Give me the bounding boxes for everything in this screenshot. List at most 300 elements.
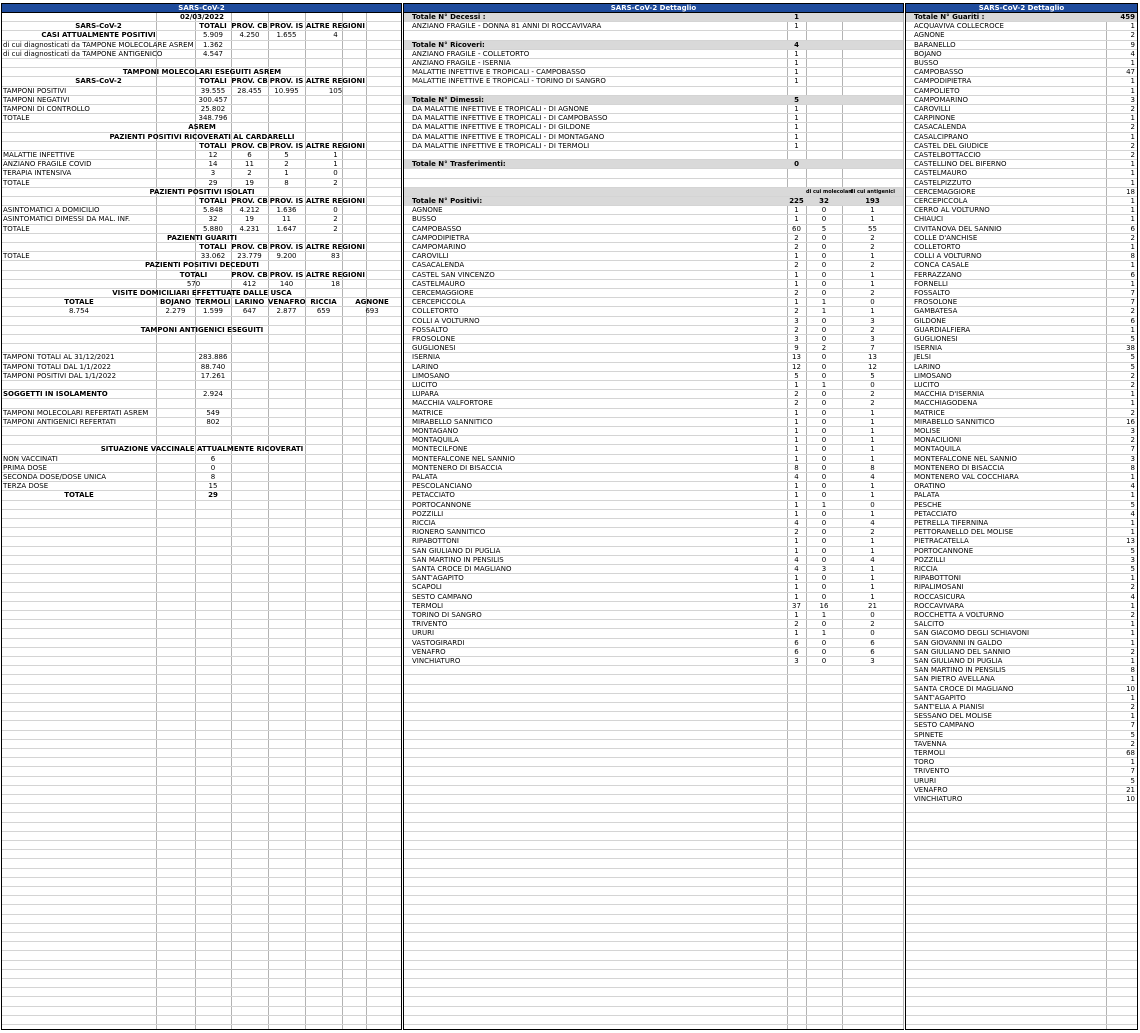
value-cell: 2 bbox=[870, 325, 875, 334]
table-row bbox=[906, 648, 1137, 657]
empty-row bbox=[2, 721, 401, 730]
value-cell: 4 bbox=[794, 555, 799, 564]
row-label: CIVITANOVA DEL SANNIO bbox=[914, 224, 1002, 233]
row-label: CAMPOMARINO bbox=[412, 243, 466, 251]
table-row bbox=[404, 473, 903, 482]
table-row bbox=[404, 206, 903, 215]
empty-row bbox=[906, 887, 1137, 896]
table-row bbox=[404, 50, 903, 59]
row-label: TRIVENTO bbox=[914, 767, 950, 776]
value-cell: 1 bbox=[794, 114, 799, 123]
value-cell: 3 bbox=[794, 335, 799, 343]
row-label: COLLI A VOLTURNO bbox=[914, 252, 982, 261]
section-title: SARS-CoV-2 bbox=[75, 22, 122, 31]
row-label: TAMPONI TOTALI AL 31/12/2021 bbox=[3, 353, 115, 362]
value-cell: 8 bbox=[1130, 666, 1135, 675]
row-label: DA MALATTIE INFETTIVE E TROPICALI - DI CAMPOBASSO bbox=[412, 114, 608, 123]
value-cell: 28.455 bbox=[237, 86, 262, 95]
value-cell: 4.212 bbox=[239, 206, 260, 215]
row-label: MALATTIE INFETTIVE E TROPICALI - TORINO DI SANGRO bbox=[412, 77, 606, 86]
row-label: SALCITO bbox=[914, 620, 944, 629]
empty-row bbox=[404, 905, 903, 914]
row-label: CASI ATTUALMENTE POSITIVI bbox=[41, 31, 156, 40]
table-row bbox=[404, 648, 903, 657]
row-label: PIETRACATELLA bbox=[914, 537, 969, 546]
value-cell: 3 bbox=[794, 316, 799, 325]
value-cell bbox=[231, 96, 268, 105]
value-cell: 2 bbox=[1130, 408, 1135, 417]
value-cell: 1 bbox=[1130, 574, 1135, 583]
table-row bbox=[906, 68, 1137, 77]
detail-panel bbox=[403, 3, 904, 1030]
table-row bbox=[906, 740, 1137, 749]
table-row bbox=[2, 409, 401, 418]
empty-row bbox=[2, 574, 401, 583]
row-label: MACCHIA VALFORTORE bbox=[412, 399, 493, 408]
row-label: PESCOLANCIANO bbox=[412, 482, 473, 491]
positivi-row bbox=[2, 31, 401, 40]
value-cell: 0 bbox=[821, 574, 827, 583]
value-cell: 1 bbox=[1130, 160, 1135, 169]
value-cell: 8 bbox=[1130, 463, 1135, 472]
table-row bbox=[404, 105, 903, 114]
section-title: PAZIENTI GUARITI bbox=[166, 233, 238, 242]
column-header: TERMOLI bbox=[195, 298, 231, 307]
row-label: URURI bbox=[412, 629, 435, 638]
column-header: PROV. CB bbox=[231, 141, 268, 150]
row-label: PETACCIATO bbox=[914, 509, 957, 518]
row-label: SAN GIULIANO DEL SANNIO bbox=[914, 647, 1011, 656]
row-label: SAN GIACOMO DEGLI SCHIAVONI bbox=[914, 629, 1030, 638]
table-row bbox=[906, 317, 1137, 326]
value-cell: 5 bbox=[1130, 730, 1135, 739]
table-row bbox=[404, 445, 903, 454]
value-cell: 1 bbox=[1130, 261, 1135, 270]
row-label: MALATTIE INFETTIVE E TROPICALI - CAMPOBASSO bbox=[412, 68, 586, 77]
table-row bbox=[404, 620, 903, 629]
value-cell: 2 bbox=[870, 261, 875, 270]
header-row bbox=[2, 22, 401, 31]
empty-row bbox=[2, 611, 401, 620]
row-label: CASTELLINO DEL BIFERNO bbox=[914, 160, 1007, 169]
value-cell: 1 bbox=[794, 436, 799, 445]
table-row bbox=[906, 142, 1137, 151]
row-label: DA MALATTIE INFETTIVE E TROPICALI - DI AGNONE bbox=[412, 105, 589, 113]
value-cell: 2 bbox=[1130, 739, 1135, 748]
value-cell bbox=[305, 96, 366, 105]
table-row bbox=[906, 455, 1137, 464]
value-cell: 1 bbox=[1130, 712, 1135, 721]
row-label: TORINO DI SANGRO bbox=[412, 611, 482, 619]
value-cell: 0 bbox=[333, 206, 338, 215]
row-label: MACCHIA D'ISERNIA bbox=[914, 390, 985, 399]
total-value: 459 bbox=[1120, 13, 1135, 21]
value-cell: 0 bbox=[870, 629, 875, 638]
row-label: CAROVILLI bbox=[914, 105, 951, 113]
table-row bbox=[404, 455, 903, 464]
empty-row bbox=[2, 629, 401, 638]
value-cell: 2 bbox=[794, 261, 799, 270]
column-header: PROV. IS bbox=[269, 22, 304, 31]
table-row bbox=[906, 427, 1137, 436]
row-label: RIPABOTTONI bbox=[412, 537, 459, 546]
row-label: MONTAGANO bbox=[412, 427, 459, 435]
section-title: PAZIENTI POSITIVI RICOVERATI AL CARDARELLI bbox=[109, 132, 295, 141]
row-label: POZZILLI bbox=[914, 555, 946, 564]
value-cell: 4 bbox=[1130, 509, 1135, 518]
empty-row bbox=[2, 399, 401, 408]
row-label: BOJANO bbox=[914, 49, 942, 58]
value-cell: 5.848 bbox=[202, 206, 224, 215]
value-cell: 4 bbox=[1130, 49, 1135, 58]
empty-row bbox=[906, 878, 1137, 887]
value-cell: 0 bbox=[870, 611, 875, 619]
table-row bbox=[404, 261, 903, 270]
table-row bbox=[906, 390, 1137, 399]
value-cell: 3 bbox=[870, 316, 875, 325]
column-header: ALTRE REGIONI bbox=[305, 22, 366, 31]
value-cell: 55 bbox=[868, 224, 877, 233]
value-cell: 7 bbox=[1130, 289, 1135, 297]
table-row bbox=[2, 464, 401, 473]
row-label: AGNONE bbox=[914, 31, 945, 40]
value-cell: 1 bbox=[1130, 657, 1135, 665]
asrem-label: ASREM bbox=[188, 123, 216, 132]
row-label: DA MALATTIE INFETTIVE E TROPICALI - DI MONTAGANO bbox=[412, 132, 605, 141]
row-label: MIRABELLO SANNITICO bbox=[914, 417, 995, 426]
table-row bbox=[906, 123, 1137, 132]
table-row bbox=[2, 261, 401, 270]
empty-row bbox=[404, 832, 903, 841]
value-cell: 5 bbox=[1130, 565, 1135, 573]
empty-row bbox=[2, 685, 401, 694]
row-label: TERZA DOSE bbox=[3, 482, 49, 491]
empty-row bbox=[2, 795, 401, 804]
table-row bbox=[906, 96, 1137, 105]
empty-row bbox=[2, 979, 401, 988]
total-value: 4 bbox=[794, 40, 799, 49]
value-cell: 1 bbox=[870, 279, 875, 288]
empty-row bbox=[404, 694, 903, 703]
row-label: PORTOCANNONE bbox=[914, 546, 974, 555]
value-cell: 1 bbox=[1130, 491, 1135, 500]
table-row bbox=[2, 252, 401, 261]
value-cell: 1 bbox=[1130, 620, 1135, 629]
row-label: CONCA CASALE bbox=[914, 261, 969, 270]
empty-row bbox=[404, 721, 903, 730]
empty-row bbox=[2, 961, 401, 970]
value-cell: 1 bbox=[794, 629, 799, 638]
row-label: BUSSO bbox=[914, 59, 939, 67]
value-cell: 7 bbox=[1130, 298, 1135, 307]
empty-row bbox=[2, 813, 401, 822]
value-cell bbox=[305, 105, 366, 114]
value-cell: 29 bbox=[208, 178, 218, 187]
table-row bbox=[404, 409, 903, 418]
row-label: ANZIANO FRAGILE COVID bbox=[3, 160, 92, 169]
total-value: 5 bbox=[794, 95, 799, 104]
value-cell: 1 bbox=[794, 509, 799, 518]
empty-row bbox=[404, 997, 903, 1006]
table-row bbox=[404, 335, 903, 344]
table-row bbox=[2, 326, 401, 335]
row-label: VINCHIATURO bbox=[412, 657, 461, 665]
table-row bbox=[906, 666, 1137, 675]
value-cell: 283.886 bbox=[198, 353, 228, 362]
row-label: di cui diagnosticati da TAMPONE MOLECOLARE ASREM bbox=[3, 40, 194, 49]
table-row bbox=[404, 418, 903, 427]
value-cell: 3 bbox=[821, 565, 827, 573]
row-label: VENAFRO bbox=[914, 785, 948, 794]
row-label: SESTO CAMPANO bbox=[412, 592, 473, 601]
value-cell: 32 bbox=[208, 215, 218, 224]
value-cell: 8 bbox=[284, 178, 289, 187]
column-header: TOTALI bbox=[199, 243, 227, 251]
row-label: CERCEPICCOLA bbox=[412, 298, 466, 307]
row-label: TERMOLI bbox=[412, 601, 444, 610]
table-row bbox=[906, 252, 1137, 261]
value-cell: 1 bbox=[794, 132, 799, 141]
row-label: TOTALE bbox=[3, 252, 30, 261]
value-cell: 1 bbox=[870, 565, 875, 573]
empty-row bbox=[906, 841, 1137, 850]
column-header: TOTALI bbox=[179, 270, 208, 279]
empty-row bbox=[2, 712, 401, 721]
table-row bbox=[2, 50, 401, 59]
empty-row bbox=[404, 896, 903, 905]
empty-row bbox=[404, 666, 903, 675]
row-label: LIMOSANO bbox=[412, 371, 450, 380]
value-cell: 37 bbox=[792, 601, 801, 610]
table-row bbox=[906, 31, 1137, 40]
table-row bbox=[404, 491, 903, 500]
value-cell: 1 bbox=[870, 546, 875, 555]
empty-row bbox=[2, 924, 401, 933]
empty-row bbox=[2, 639, 401, 648]
row-label: JELSI bbox=[914, 353, 931, 362]
table-row bbox=[906, 77, 1137, 86]
value-cell: 0 bbox=[821, 509, 827, 518]
value-cell: 0 bbox=[821, 261, 827, 270]
row-label: ANZIANO FRAGILE - DONNA 81 ANNI DI ROCCAVIVARA bbox=[412, 22, 602, 31]
value-cell: 0 bbox=[821, 546, 827, 555]
value-cell: 1 bbox=[794, 77, 799, 86]
value-cell: 1 bbox=[794, 49, 799, 58]
value-cell: 1 bbox=[794, 123, 799, 132]
value-cell: 60 bbox=[792, 224, 801, 233]
row-label: ORATINO bbox=[914, 482, 946, 491]
row-label: MONTENERO DI BISACCIA bbox=[412, 463, 503, 472]
value-cell: 29 bbox=[208, 491, 218, 500]
value-cell: 1 bbox=[1130, 206, 1135, 215]
value-cell: 2 bbox=[794, 399, 799, 408]
value-cell: 1 bbox=[1130, 169, 1135, 178]
guariti-total-row bbox=[906, 13, 1137, 22]
table-row bbox=[906, 179, 1137, 188]
header-row bbox=[2, 243, 401, 252]
table-row bbox=[906, 261, 1137, 270]
column-header: TOTALE bbox=[64, 298, 94, 307]
table-row bbox=[906, 657, 1137, 666]
row-label: TAMPONI ANTIGENICI REFERTATI bbox=[3, 417, 116, 426]
value-cell: 1 bbox=[870, 482, 875, 491]
row-label: BARANELLO bbox=[914, 40, 956, 49]
value-cell: 1 bbox=[870, 215, 875, 224]
empty-row bbox=[2, 804, 401, 813]
total-value: 0 bbox=[794, 160, 799, 169]
empty-row bbox=[2, 1007, 401, 1016]
value-cell: 3 bbox=[870, 657, 875, 665]
value-cell: 5 bbox=[284, 151, 289, 159]
table-row bbox=[906, 215, 1137, 224]
table-row bbox=[906, 225, 1137, 234]
row-label: MIRABELLO SANNITICO bbox=[412, 417, 493, 426]
value-cell: 1.636 bbox=[276, 206, 297, 215]
row-label: ISERNIA bbox=[412, 353, 440, 362]
value-cell: 2 bbox=[794, 528, 799, 537]
column-header: PROV. IS bbox=[269, 141, 304, 150]
row-label: LUPARA bbox=[412, 390, 439, 399]
table-row bbox=[906, 777, 1137, 786]
value-cell: 2 bbox=[1130, 31, 1135, 40]
row-label: PETACCIATO bbox=[412, 491, 455, 500]
table-row bbox=[906, 639, 1137, 648]
row-label: CAMPODIPIETRA bbox=[914, 77, 972, 86]
value-cell: 1 bbox=[794, 482, 799, 491]
empty-row bbox=[2, 694, 401, 703]
value-cell: 25.802 bbox=[200, 105, 226, 113]
row-label: TOTALE bbox=[3, 114, 30, 123]
value-cell: 0 bbox=[870, 381, 875, 389]
row-label: CERCEPICCOLA bbox=[914, 197, 968, 205]
table-row bbox=[906, 602, 1137, 611]
value-cell: 0 bbox=[821, 279, 827, 288]
value-cell: 3 bbox=[1130, 454, 1135, 463]
row-label: ROCCHETTA A VOLTURNO bbox=[914, 611, 1004, 619]
value-cell: 1 bbox=[794, 583, 799, 592]
value-cell: 0 bbox=[821, 325, 827, 334]
value-cell: 0 bbox=[821, 482, 827, 491]
empty-row bbox=[906, 859, 1137, 868]
total-value: 1 bbox=[794, 13, 799, 21]
value-cell: 12 bbox=[868, 362, 877, 371]
empty-row bbox=[906, 970, 1137, 979]
value-cell: 14 bbox=[208, 160, 218, 169]
value-cell: 1 bbox=[1130, 178, 1135, 187]
column-header: PROV. CB bbox=[231, 197, 268, 205]
value-cell: 1 bbox=[870, 307, 875, 316]
empty-row bbox=[404, 823, 903, 832]
table-row bbox=[906, 326, 1137, 335]
value-cell: 1 bbox=[794, 22, 799, 31]
value-cell: 0 bbox=[821, 270, 827, 279]
value-cell: 0 bbox=[870, 500, 875, 509]
value-cell: 13 bbox=[868, 353, 877, 362]
value-cell: 6 bbox=[870, 638, 875, 647]
row-label: MONTAQUILA bbox=[914, 445, 961, 454]
row-label: PALATA bbox=[412, 473, 438, 481]
table-row bbox=[2, 353, 401, 362]
section-title: TAMPONI ANTIGENICI ESEGUITI bbox=[140, 325, 264, 334]
value-cell: 1 bbox=[1130, 279, 1135, 288]
value-cell: 3 bbox=[870, 335, 875, 343]
row-label: FERRAZZANO bbox=[914, 270, 962, 279]
row-label: RIPALIMOSANI bbox=[914, 583, 964, 592]
value-cell: 1 bbox=[870, 491, 875, 500]
row-label: PORTOCANNONE bbox=[412, 500, 472, 509]
table-row bbox=[404, 583, 903, 592]
value-cell bbox=[268, 96, 305, 105]
value-cell: 6 bbox=[210, 454, 216, 463]
decessi-total-row bbox=[404, 13, 903, 22]
row-label: PETTORANELLO DEL MOLISE bbox=[914, 528, 1014, 537]
value-cell: 2 bbox=[870, 390, 875, 399]
value-cell: 0 bbox=[821, 592, 827, 601]
row-label: TERMOLI bbox=[914, 749, 946, 757]
empty-row bbox=[2, 758, 401, 767]
empty-row bbox=[2, 740, 401, 749]
empty-row bbox=[906, 869, 1137, 878]
value-cell: 802 bbox=[206, 417, 220, 426]
empty-row bbox=[906, 832, 1137, 841]
value-cell: 2 bbox=[1130, 123, 1135, 132]
row-label: SPINETE bbox=[914, 730, 944, 739]
value-cell: 0 bbox=[821, 289, 827, 297]
table-row bbox=[404, 501, 903, 510]
value-cell: 1 bbox=[870, 583, 875, 592]
empty-row bbox=[2, 915, 401, 924]
value-cell: 1.647 bbox=[276, 224, 297, 233]
row-label: RICCIA bbox=[914, 565, 938, 573]
table-row bbox=[404, 225, 903, 234]
value-cell: 4.250 bbox=[239, 31, 260, 40]
empty-row bbox=[404, 31, 903, 40]
table-row bbox=[906, 583, 1137, 592]
table-row bbox=[906, 363, 1137, 372]
table-row bbox=[906, 307, 1137, 316]
table-row bbox=[404, 390, 903, 399]
row-label: MONACILIONI bbox=[914, 436, 962, 445]
empty-row bbox=[404, 887, 903, 896]
empty-row bbox=[2, 528, 401, 537]
empty-row bbox=[906, 823, 1137, 832]
value-cell: 16 bbox=[1126, 417, 1135, 426]
value-cell: 2 bbox=[794, 289, 799, 297]
value-cell: 2 bbox=[333, 178, 338, 187]
table-row bbox=[404, 59, 903, 68]
value-cell: 1 bbox=[1130, 86, 1135, 95]
table-row bbox=[906, 721, 1137, 730]
value-cell: 5 bbox=[1130, 500, 1135, 509]
empty-row bbox=[404, 979, 903, 988]
value-cell: 1 bbox=[794, 592, 799, 601]
value-cell: 2 bbox=[794, 233, 799, 242]
value-cell: 4 bbox=[870, 473, 875, 481]
value-cell: 1 bbox=[794, 500, 799, 509]
column-header: PROV. IS bbox=[269, 197, 304, 205]
row-label: TAMPONI NEGATIVI bbox=[3, 95, 70, 104]
value-cell: 23.779 bbox=[237, 252, 262, 261]
empty-row bbox=[404, 951, 903, 960]
value-cell: 1 bbox=[870, 592, 875, 601]
value-cell: 2 bbox=[1130, 436, 1135, 445]
value-cell: 0 bbox=[821, 335, 827, 343]
value-cell: 1 bbox=[821, 611, 827, 619]
value-cell: 16 bbox=[819, 601, 829, 610]
table-row bbox=[906, 105, 1137, 114]
value-cell: 0 bbox=[821, 638, 827, 647]
table-row bbox=[906, 335, 1137, 344]
